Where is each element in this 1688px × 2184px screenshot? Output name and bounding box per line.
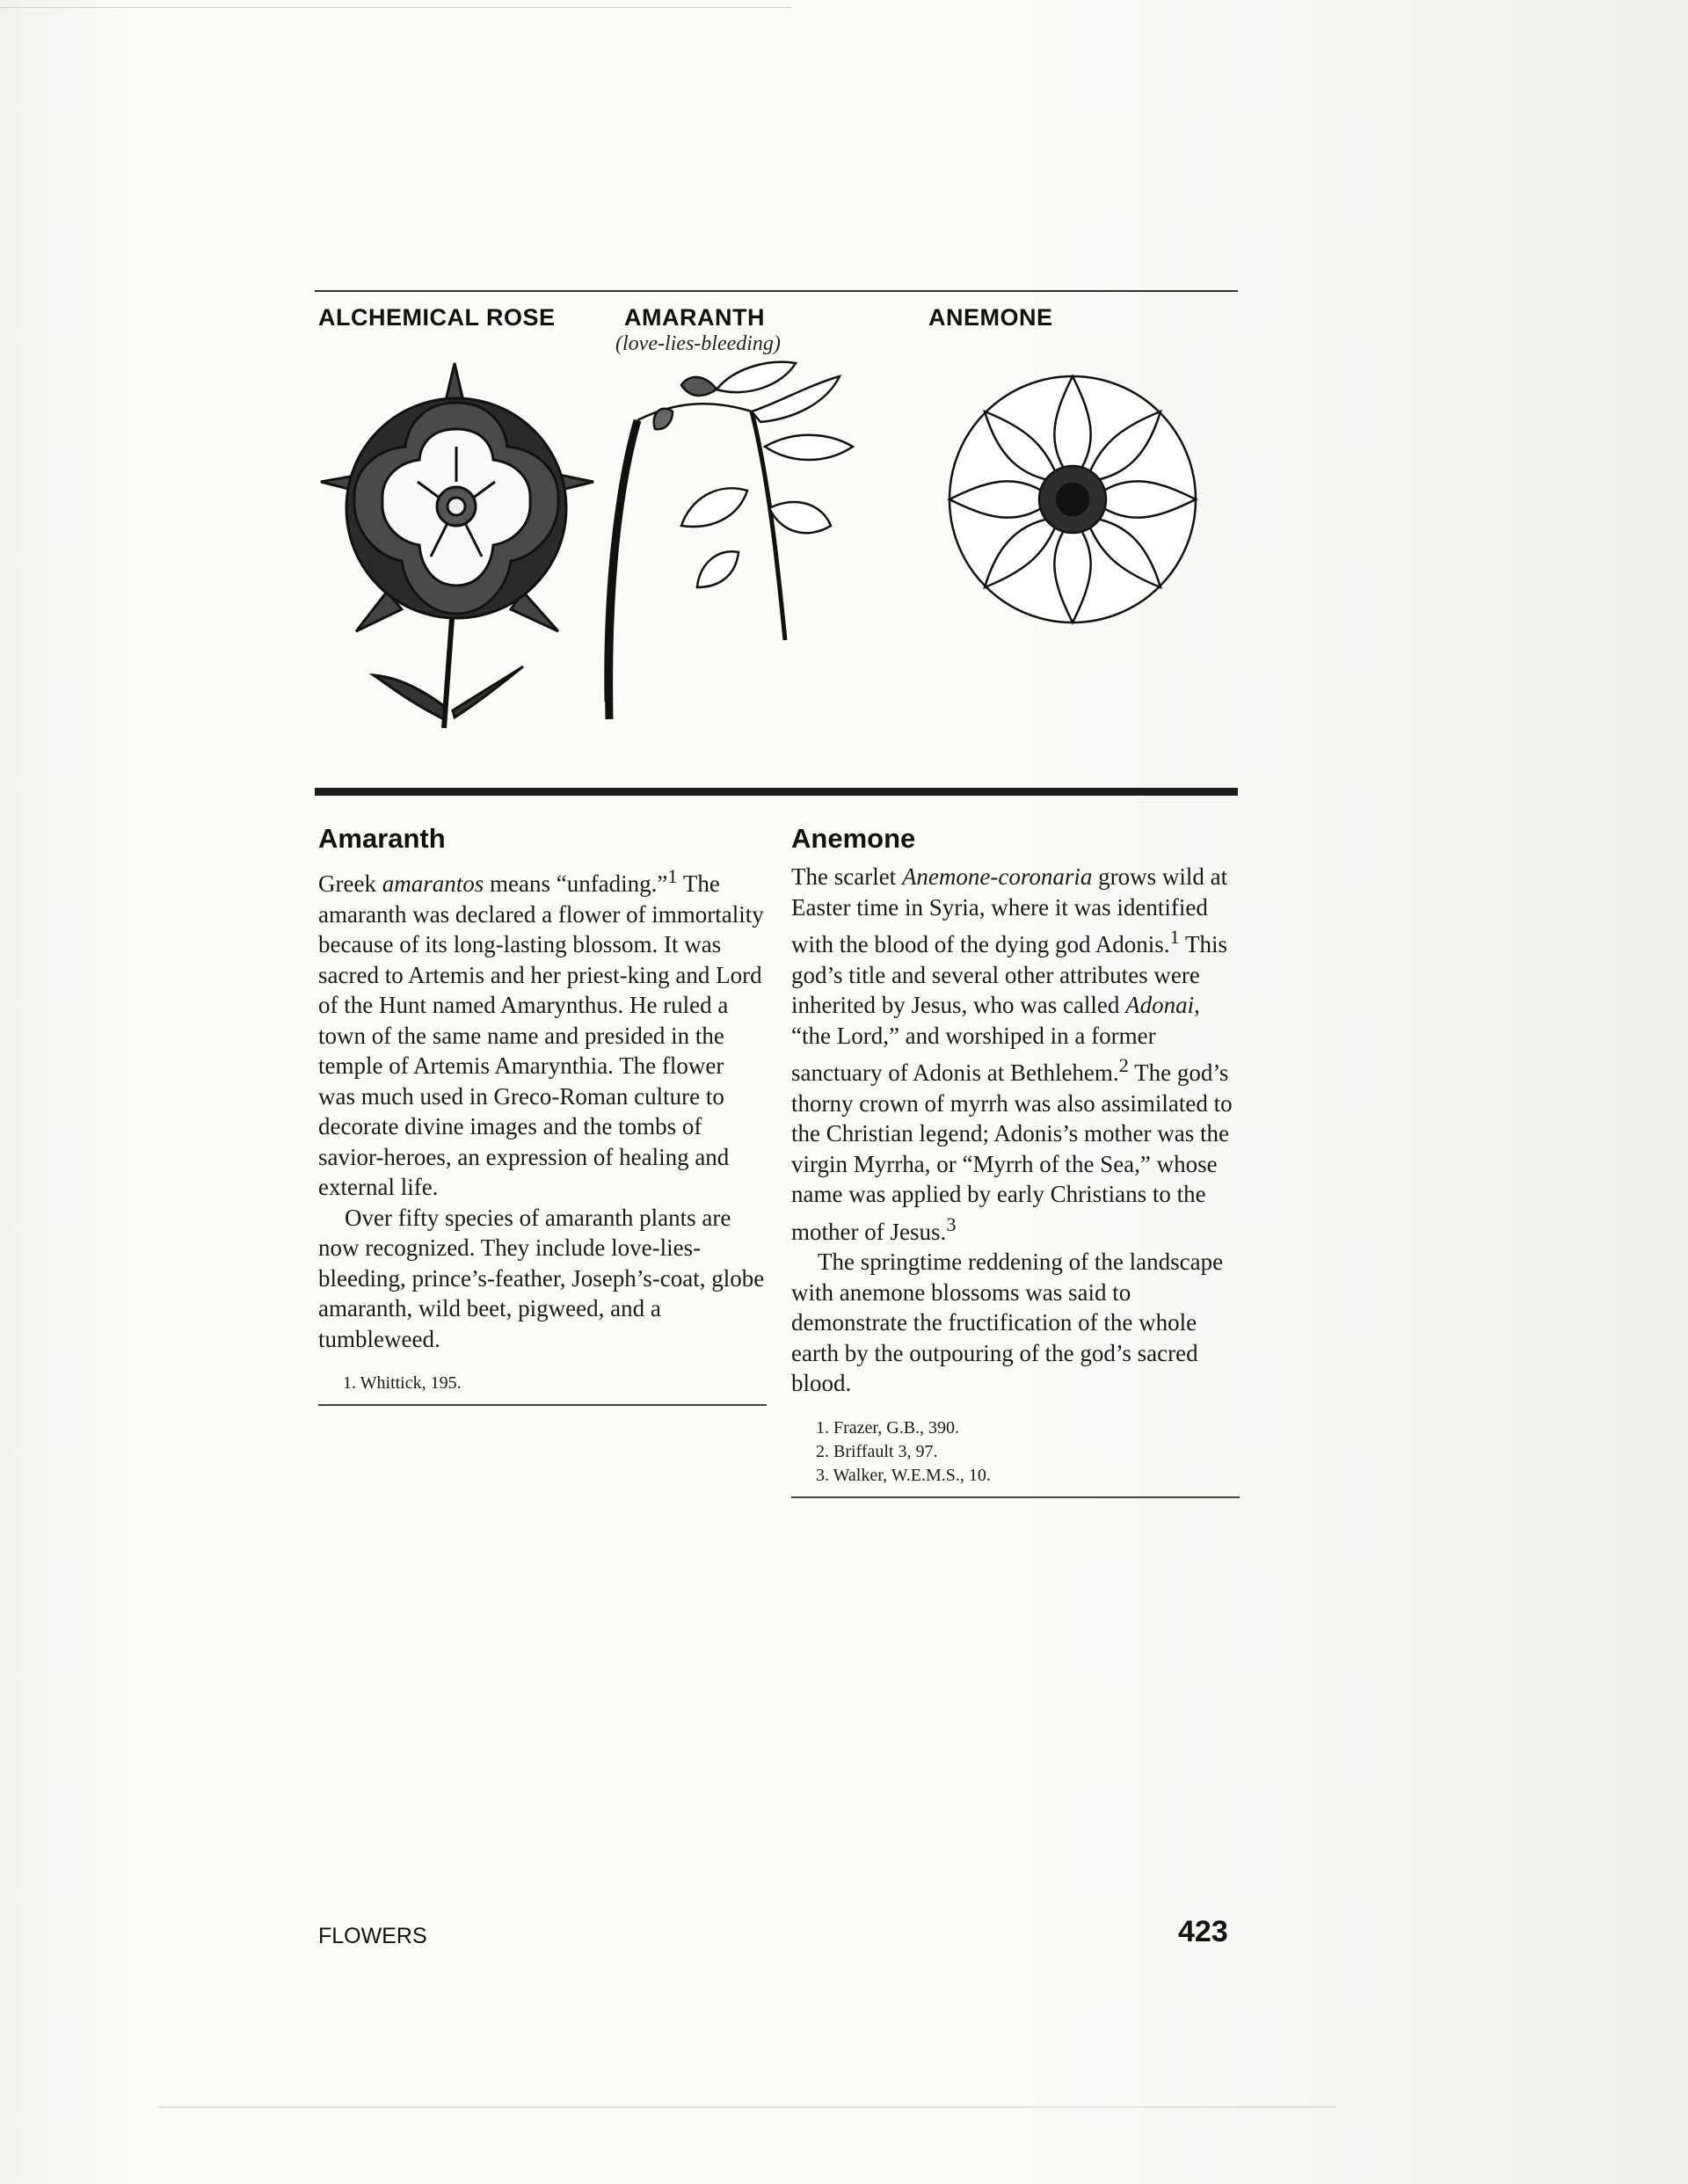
notes-rule — [318, 1404, 767, 1406]
section-title-anemone: Anemone — [791, 823, 916, 854]
figure-label-amaranth: AMARANTH — [624, 304, 765, 331]
figure-label-alchemical-rose: ALCHEMICAL ROSE — [318, 304, 556, 331]
note-item: 3. Walker, W.E.M.S., 10. — [816, 1465, 991, 1485]
scan-artifact-line — [0, 7, 791, 8]
term-anemone-coronaria: Anemone-coronaria — [901, 863, 1093, 890]
amaranth-column — [318, 823, 767, 1406]
flower-illustrations — [303, 350, 1244, 763]
amaranth-notes — [318, 1372, 767, 1395]
amaranth-drawing — [606, 362, 853, 719]
amaranth-paragraph-1: Greek amarantos means “unfading.”$^1$ The amaranth was declared a flower of immortality because of its long-lasting blossom. It was sacred to Artemis and her priest-king and Lord of the Hunt named Amarynthus. He ruled a town of the same name and presided in the temple of Artemis Amarynthia. The flower was much used in Greco-Roman culture to decorate divine images and the tombs of savior-heroes, an expression of healing and external life. — [318, 865, 764, 1200]
footnote-ref: 2 — [1118, 1054, 1129, 1076]
figure-sublabel-amaranth: (love-lies-bleeding) — [615, 332, 781, 355]
footnote-ref: 1 — [667, 865, 678, 887]
note-item: 2. Briffault 3, 97. — [816, 1441, 938, 1461]
notes-rule — [791, 1496, 1240, 1498]
top-rule — [315, 290, 1238, 292]
footnote-ref: 1 — [1169, 926, 1180, 948]
term-amarantos: amarantos — [382, 870, 484, 897]
footnote-ref: 3 — [946, 1212, 957, 1235]
anemone-column — [791, 823, 1240, 1498]
amaranth-paragraph-2: Over fifty species of amaranth plants are now recognized. They include love-lies-bleeding, prince’s-feather, Joseph’s-coat, globe amaranth, wild beet, pigweed, and a tumbleweed. — [318, 1204, 765, 1352]
alchemical-rose-drawing — [321, 363, 593, 728]
section-title-amaranth: Amaranth — [318, 823, 446, 854]
page-number: 423 — [1178, 1915, 1228, 1948]
term-adonai: Adonai — [1125, 992, 1195, 1018]
section-divider — [315, 788, 1238, 796]
anemone-paragraph-1: The scarlet Anemone-coronaria grows wild at Easter time in Syria, where it was identified with the blood of the dying god Adonis.$^1$ This god’s title and several other attributes were inherited by Jesus, who was called Adonai, “the Lord,” and worshiped in a former sanctuary of Adonis at Bethlehem.$^2$ The god’s thorny crown of myrrh was also assimilated to the Christian legend; Adonis’s mother was the virgin Myrrha, or “Myrrh of the Sea,” whose name was applied by early Christians to the mother of Jesus.$^3$ — [791, 863, 1233, 1245]
note-item: 1. Frazer, G.B., 390. — [816, 1417, 960, 1438]
anemone-notes — [791, 1416, 1240, 1488]
running-footer-section: FLOWERS — [318, 1924, 427, 1948]
scan-artifact-line — [158, 2107, 1336, 2108]
anemone-drawing — [950, 376, 1196, 622]
anemone-paragraph-2: The springtime reddening of the landscape with anemone blossoms was said to demonstrate the fructification of the whole earth by the outpouring of the god’s sacred blood. — [791, 1249, 1224, 1396]
note-item: 1. Whittick, 195. — [343, 1373, 462, 1393]
figure-label-anemone: ANEMONE — [928, 304, 1053, 331]
